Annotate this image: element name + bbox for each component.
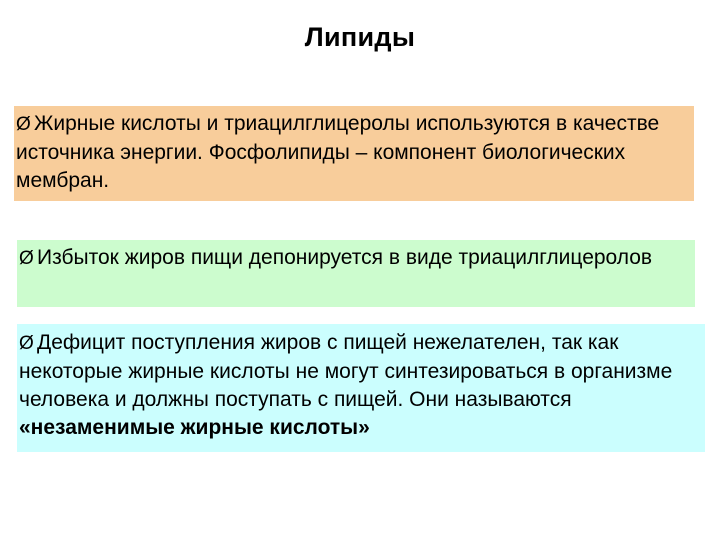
info-block-energy-text: Жирные кислоты и триацилглицеролы используются в качестве источника энергии. Фосфолипиды – компонент биологических мембран.	[16, 112, 660, 192]
info-block-energy	[14, 106, 694, 201]
info-block-storage-text: Избыток жиров пищи депонируется в виде триацилглицеролов	[37, 246, 653, 269]
essential-fatty-acids-term: «незаменимые жирные кислоты»	[19, 416, 370, 439]
info-block-storage	[17, 240, 695, 307]
arrow-bullet-icon: Ø	[16, 114, 31, 135]
info-block-essential-fatty-acids	[17, 324, 705, 452]
arrow-bullet-icon: Ø	[19, 333, 34, 354]
arrow-bullet-icon: Ø	[19, 248, 34, 269]
info-block-essential-text: Дефицит поступления жиров с пищей нежелателен, так как некоторые жирные кислоты не могут синтезироваться в организме человека и должны поступать с пищей. Они называются	[19, 331, 673, 411]
slide-title: Липиды	[304, 22, 416, 52]
